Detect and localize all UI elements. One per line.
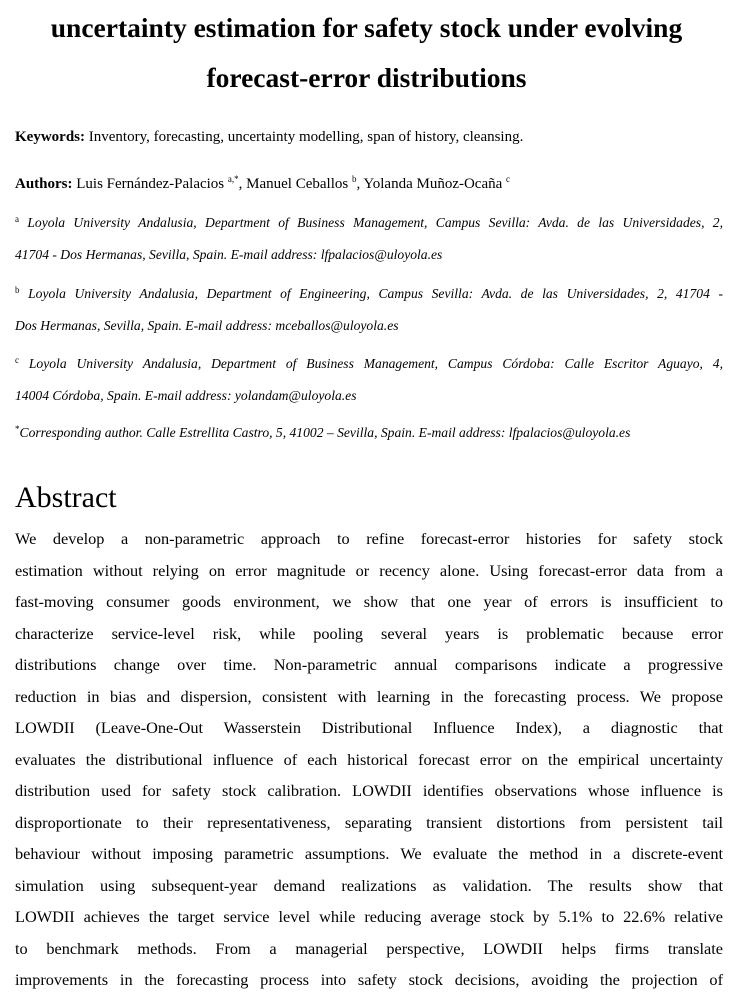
- affiliation-b-line-1: [15, 278, 723, 310]
- affiliation-c: [15, 348, 723, 412]
- abstract-line: fast-moving consumer goods environment, we show that one year of errors is insufficient to: [15, 592, 723, 611]
- affiliation-b: [15, 278, 723, 342]
- author-3-name: , Yolanda Muñoz-Ocaña: [356, 176, 507, 192]
- affiliation-b-line-2: Dos Hermanas, Sevilla, Spain. E-mail address: mceballos@uloyola.es: [15, 318, 399, 333]
- affiliation-a-text-1: Loyola University Andalusia, Department of Business Management, Campus Sevilla: Avda. de las Universidades, 2,: [19, 215, 723, 230]
- affiliation-a-mark: a: [15, 214, 19, 224]
- abstract-line: simulation using subsequent-year demand realizations as validation. The results show that: [15, 875, 723, 895]
- abstract-line: characterize service-level risk, while pooling several years is problematic because error: [15, 623, 723, 643]
- author-2-name: , Manuel Ceballos: [238, 176, 352, 192]
- affiliation-c-mark: c: [15, 355, 19, 365]
- keywords: [15, 127, 523, 147]
- abstract-line: to benchmark methods. From a managerial perspective, LOWDII helps firms translate: [15, 938, 723, 958]
- abstract-line: disproportionate to their representativeness, separating transient distortions from persistent tail: [15, 812, 723, 832]
- abstract-line: improvements in the forecasting process into safety stock decisions, avoiding the projection of: [15, 970, 723, 989]
- corresponding-author-mark: *: [15, 424, 20, 434]
- abstract-line: LOWDII (Leave-One-Out Wasserstein Distributional Influence Index), a diagnostic that: [15, 718, 723, 737]
- authors-label: Authors:: [15, 176, 73, 192]
- paper-title-line-1: uncertainty estimation for safety stock under evolving: [50, 12, 683, 43]
- abstract-line: distribution used for safety stock calibration. LOWDII identifies observations whose influence is: [15, 781, 723, 800]
- affiliation-a: [15, 207, 723, 271]
- abstract-line: behaviour without imposing parametric assumptions. We evaluate the method in a discrete-event: [15, 844, 723, 863]
- paper-title-line-2: forecast-error distributions: [206, 62, 527, 93]
- author-1-name: Luis Fernández-Palacios: [72, 176, 228, 192]
- author-2-affiliation-mark: b: [351, 174, 357, 184]
- corresponding-author-text: Corresponding author. Calle Estrellita Castro, 5, 41002 – Sevilla, Spain. E-mail address: lfpalacios@uloyola.es: [19, 425, 631, 440]
- authors: [15, 169, 510, 194]
- keywords-text: Inventory, forecasting, uncertainty modelling, span of history, cleansing.: [85, 129, 524, 145]
- affiliation-c-text-1: Loyola University Andalusia, Department of Business Management, Campus Córdoba: Calle Escritor Aguayo, 4,: [19, 356, 723, 371]
- keywords-label: Keywords:: [15, 129, 85, 145]
- corresponding-author: [15, 417, 723, 449]
- affiliation-b-mark: b: [15, 285, 20, 295]
- abstract-body: [15, 523, 723, 996]
- abstract-line: LOWDII achieves the target service level while reducing average stock by 5.1% to 22.6% relative: [15, 907, 723, 926]
- affiliation-b-text-1: Loyola University Andalusia, Department of Engineering, Campus Sevilla: Avda. de las Universidades, 2, 41704 -: [19, 286, 723, 301]
- affiliation-c-line-1: [15, 348, 723, 380]
- author-1-affiliation-mark: a,*: [227, 174, 239, 184]
- abstract-line: evaluates the distributional influence of each historical forecast error on the empirical uncertainty: [15, 749, 723, 769]
- corresponding-author-line: [15, 417, 723, 449]
- abstract-line: reduction in bias and dispersion, consistent with learning in the forecasting process. We propose: [15, 686, 723, 706]
- affiliation-c-line-2: 14004 Córdoba, Spain. E-mail address: yolandam@uloyola.es: [15, 388, 357, 403]
- affiliation-a-line-2: 41704 - Dos Hermanas, Sevilla, Spain. E-mail address: lfpalacios@uloyola.es: [15, 247, 443, 262]
- abstract-heading: Abstract: [15, 481, 117, 514]
- abstract-line: We develop a non-parametric approach to refine forecast-error histories for safety stock: [15, 529, 723, 548]
- author-3-affiliation-mark: c: [506, 174, 511, 184]
- abstract-line: distributions change over time. Non-parametric annual comparisons indicate a progressive: [15, 655, 723, 674]
- abstract-line: estimation without relying on error magnitude or recency alone. Using forecast-error data from a: [15, 560, 723, 580]
- affiliation-a-line-1: [15, 207, 723, 239]
